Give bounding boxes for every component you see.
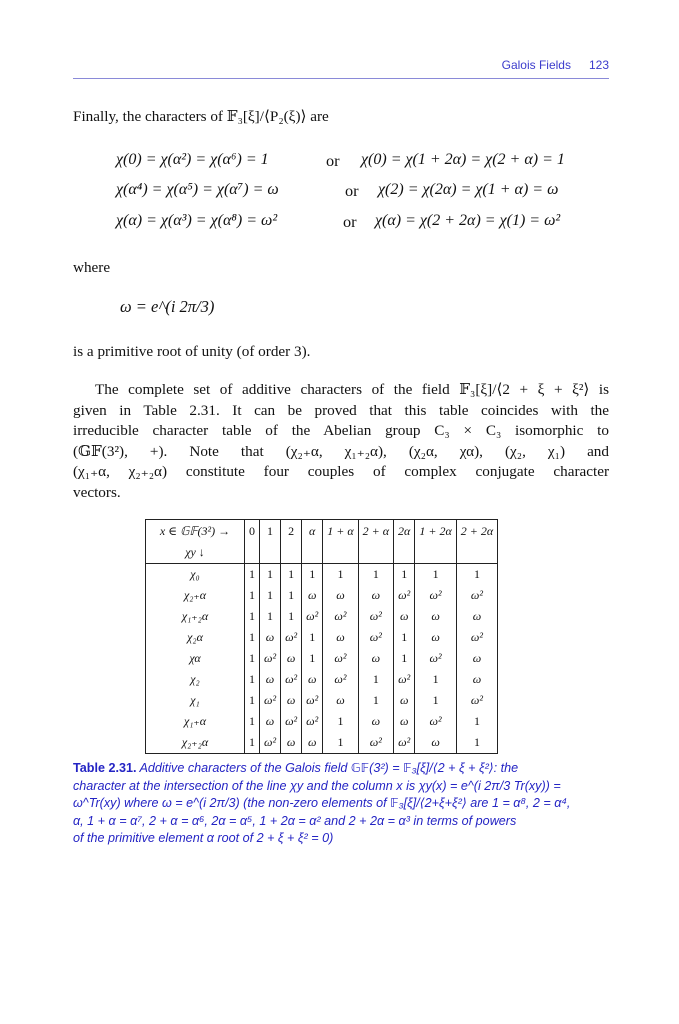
page-number: 123 (588, 58, 609, 72)
table-cell: ω (358, 648, 393, 669)
column-header: 2 + α (358, 520, 393, 543)
table-cell: ω (302, 669, 323, 690)
row-label: χ₁ (146, 690, 245, 711)
table-cell: ω² (415, 711, 456, 732)
table-cell: 1 (456, 732, 497, 754)
paragraph-line: vectors. (73, 483, 121, 501)
table-cell: 1 (281, 564, 302, 586)
table-cell: 1 (394, 627, 415, 648)
body-paragraph (73, 380, 609, 504)
table-cell: ω² (260, 648, 281, 669)
column-header: 2 + 2α (456, 520, 497, 543)
table-cell: 1 (323, 564, 358, 586)
table-corner-top: x ∈ 𝔾𝔽(3²) → (146, 520, 245, 543)
column-header: 2 (281, 520, 302, 543)
table-cell: 1 (245, 690, 260, 711)
table-cell: ω² (260, 732, 281, 754)
caption-line: of the primitive element α root of 2 + ξ + ξ² = 0) (73, 831, 334, 846)
paragraph-line: (χ₁₊α, χ₂₊₂α) constitute four couples of complex conjugate character (73, 463, 609, 481)
table-cell: ω (456, 669, 497, 690)
table-cell: 1 (302, 648, 323, 669)
table-row (146, 564, 498, 586)
equation-rhs: χ(0) = χ(1 + 2α) = χ(2 + α) = 1 (361, 151, 565, 168)
table-cell: ω² (281, 669, 302, 690)
table-cell: ω (415, 732, 456, 754)
table-cell: ω² (281, 627, 302, 648)
table-cell: 1 (358, 690, 393, 711)
table-cell: 1 (245, 627, 260, 648)
paragraph-line: given in Table 2.31. It can be proved that this table coincides with the (73, 401, 609, 419)
table-cell: 1 (260, 585, 281, 606)
caption-line: ω^Tr(xy) where ω = e^(i 2π/3) (the non-zero elements of 𝔽₃[ξ]/⟨2+ξ+ξ²⟩ are 1 = α⁸, 2 = α⁴, (73, 796, 571, 811)
table-cell: ω² (415, 585, 456, 606)
equation-row-2 (116, 181, 616, 203)
table-row (146, 648, 498, 669)
table-cell: ω (394, 606, 415, 627)
intro-sentence: Finally, the characters of 𝔽₃[ξ]/⟨P₂(ξ)⟩ are (73, 108, 329, 125)
table-cell: ω² (394, 669, 415, 690)
row-label: χ₂ (146, 669, 245, 690)
paragraph-line: (𝔾𝔽(3²), +). Note that (χ₂₊α, χ₁₊₂α), (χ₂α, χα), (χ₂, χ₁) and (73, 442, 609, 460)
row-label: χα (146, 648, 245, 669)
equation-or: or (345, 181, 359, 200)
running-head-title: Galois Fields (501, 58, 571, 72)
table-cell: ω (415, 627, 456, 648)
table-cell: ω² (456, 690, 497, 711)
table-cell: ω (323, 627, 358, 648)
table-cell: ω² (302, 711, 323, 732)
row-label: χ₂₊α (146, 585, 245, 606)
table-cell: 1 (281, 606, 302, 627)
table-cell: 1 (245, 585, 260, 606)
column-header: 1 + α (323, 520, 358, 543)
equation-lhs: χ(0) = χ(α²) = χ(α⁶) = 1 (116, 151, 269, 168)
table-cell: ω² (394, 732, 415, 754)
table-corner-bottom: χy ↓ (146, 542, 245, 564)
equation-rhs: χ(α) = χ(2 + 2α) = χ(1) = ω² (375, 212, 561, 229)
row-label: χ₁₊₂α (146, 606, 245, 627)
table-cell: 1 (415, 690, 456, 711)
table-cell: 1 (245, 648, 260, 669)
table-cell: 1 (358, 564, 393, 586)
column-header: 2α (394, 520, 415, 543)
column-header: 1 + 2α (415, 520, 456, 543)
table-row (146, 669, 498, 690)
omega-definition: ω = e^(i 2π/3) (120, 297, 215, 316)
table-row (146, 606, 498, 627)
table-cell: ω (358, 711, 393, 732)
caption-line: α, 1 + α = α⁷, 2 + α = α⁶, 2α = α⁵, 1 + 2α = α² and 2 + 2α = α³ in terms of powers (73, 813, 517, 828)
table-cell: ω (260, 711, 281, 732)
column-header: α (302, 520, 323, 543)
table-cell: 1 (415, 564, 456, 586)
table-cell: ω (281, 732, 302, 754)
table-cell: 1 (415, 669, 456, 690)
table-cell: ω (260, 627, 281, 648)
equation-lhs: χ(α⁴) = χ(α⁵) = χ(α⁷) = ω (116, 181, 279, 198)
table-row (146, 627, 498, 648)
table-cell: 1 (394, 564, 415, 586)
table-cell: ω (281, 690, 302, 711)
table-cell: ω (323, 585, 358, 606)
table-cell: ω (281, 648, 302, 669)
caption-label: Table 2.31. (73, 761, 137, 775)
row-label: χ₁₊α (146, 711, 245, 732)
table-cell: ω (456, 606, 497, 627)
table-cell: 1 (260, 606, 281, 627)
table-cell: ω (323, 690, 358, 711)
table-cell: 1 (323, 711, 358, 732)
running-head (73, 58, 609, 79)
table-cell: ω² (323, 669, 358, 690)
table-cell: ω (358, 585, 393, 606)
table-cell: ω (394, 711, 415, 732)
table-cell: 1 (302, 564, 323, 586)
table-cell: ω² (323, 648, 358, 669)
table-cell: ω² (358, 732, 393, 754)
table-cell: ω² (302, 606, 323, 627)
row-label: χ₀ (146, 564, 245, 586)
table-cell: ω² (260, 690, 281, 711)
where-label: where (73, 259, 111, 276)
primitive-root-sentence: is a primitive root of unity (of order 3). (73, 343, 311, 360)
table-cell: ω² (456, 585, 497, 606)
equation-rhs: χ(2) = χ(2α) = χ(1 + α) = ω (378, 181, 559, 198)
table-caption (73, 760, 611, 848)
equation-or: or (326, 151, 340, 170)
table-cell: 1 (245, 711, 260, 732)
table-cell: ω² (394, 585, 415, 606)
table-cell: ω (415, 606, 456, 627)
table-cell: ω² (358, 606, 393, 627)
row-label: χ₂α (146, 627, 245, 648)
table-cell: ω² (415, 648, 456, 669)
caption-line: character at the intersection of the line χy and the column x is χy(x) = e^(i 2π/3 Tr(xy)) = (73, 778, 561, 793)
table-cell: ω² (281, 711, 302, 732)
table-cell: ω² (456, 627, 497, 648)
character-table (145, 519, 498, 754)
table-cell: ω (302, 585, 323, 606)
row-label: χ₂₊₂α (146, 732, 245, 754)
table-row (146, 711, 498, 732)
table-cell: 1 (245, 669, 260, 690)
equation-row-1 (116, 151, 616, 173)
table-cell: 1 (394, 648, 415, 669)
paragraph-line: The complete set of additive characters of the field 𝔽₃[ξ]/⟨2 + ξ + ξ²⟩ is (95, 381, 609, 398)
column-header: 1 (260, 520, 281, 543)
table-cell: ω (394, 690, 415, 711)
table-cell: ω (302, 732, 323, 754)
table-cell: 1 (358, 669, 393, 690)
table-cell: 1 (302, 627, 323, 648)
equation-lhs: χ(α) = χ(α³) = χ(α⁸) = ω² (116, 212, 278, 229)
table-cell: 1 (281, 585, 302, 606)
table-cell: ω² (358, 627, 393, 648)
column-header: 0 (245, 520, 260, 543)
table-cell: ω² (302, 690, 323, 711)
table-row (146, 732, 498, 754)
table-row (146, 585, 498, 606)
table-row (146, 690, 498, 711)
table-cell: 1 (260, 564, 281, 586)
table-cell: 1 (456, 564, 497, 586)
table-cell: 1 (245, 564, 260, 586)
table-cell: 1 (245, 606, 260, 627)
table-cell: 1 (323, 732, 358, 754)
table-cell: ω² (323, 606, 358, 627)
table-cell: ω (456, 648, 497, 669)
equation-row-3 (116, 212, 616, 234)
equation-or: or (343, 212, 357, 231)
table-cell: 1 (245, 732, 260, 754)
caption-line: Additive characters of the Galois field 𝔾𝔽(3²) = 𝔽₃[ξ]/⟨2 + ξ + ξ²⟩: the (139, 761, 519, 775)
table-cell: 1 (456, 711, 497, 732)
paragraph-line: irreducible character table of the Abelian group C₃ × C₃ isomorphic to (73, 422, 609, 440)
table-cell: ω (260, 669, 281, 690)
